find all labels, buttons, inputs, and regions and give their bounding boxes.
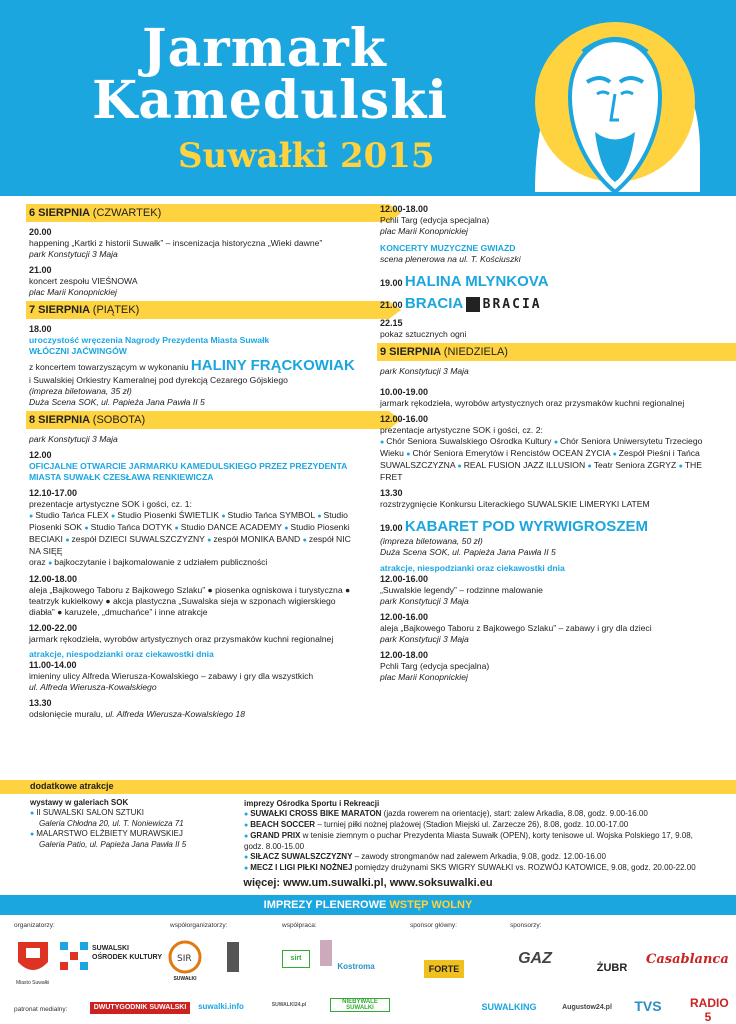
event-time: 10.00-19.00: [380, 387, 429, 397]
list-tail: oraz ● bajkoczytanie i bajkomalowanie z udziałem publiczności: [29, 557, 359, 569]
sok-logo-icon: [60, 942, 88, 970]
media-logo: NIEBYWALE SUWALKI: [330, 998, 390, 1012]
osir-item: ● SUWAŁKI CROSS BIKE MARATON (jazda rowerem na orientację), start: zalew Arkadia, 8.08, godz. 9.00-16.00: [244, 809, 714, 820]
media-logo: SUWALKING: [481, 1002, 537, 1012]
event-time: 11.00-14.00: [29, 660, 77, 670]
event-text: rozstrzygnięcie Konkursu Literackiego SUWALSKIE LIMERYKI LATEM: [380, 499, 650, 509]
event-location: plac Marii Konopnickiej: [380, 226, 468, 236]
gal-head: wystawy w galeriach SOK: [30, 798, 129, 807]
star-name: BRACIA: [404, 295, 464, 312]
monk-emblem-icon: [515, 22, 715, 192]
event-text: prezentacje artystyczne SOK i gości, cz. 1:: [29, 499, 192, 509]
list-item: ● zespół MONIKA BAND: [207, 534, 300, 544]
section-head: KONCERTY MUZYCZNE GWIAZD: [380, 243, 516, 253]
event-time: 18.00: [29, 324, 52, 334]
title-line1: Jarmark: [142, 18, 387, 79]
event-time: 22.15: [380, 318, 403, 328]
event-text: Pchli Targ (edycja specjalna): [380, 661, 490, 671]
media-logo: RADIO 5: [690, 996, 729, 1024]
gal-loc: Galeria Patio, ul. Papieża Jana Pawła II 5: [39, 840, 187, 849]
ticket-info: (impreza biletowana, 35 zł): [29, 386, 132, 396]
media-logo: suwalki.info: [198, 1002, 244, 1011]
free-entry-band: IMPREZY PLENEROWE WSTĘP WOLNY: [0, 895, 736, 915]
zubr-logo: ŻUBR: [596, 962, 628, 974]
partner-logo-icon: [318, 938, 334, 968]
kostroma-logo: Kostroma: [337, 962, 375, 971]
event-time: 12.00-16.00: [380, 574, 429, 584]
event-time: 12.00-18.00: [380, 204, 429, 214]
galleries: [30, 798, 230, 850]
day-header: 9 SIERPNIA (NIEDZIELA): [377, 343, 736, 361]
event-time: 12.00: [29, 450, 52, 460]
list-item: ● Studio Piosenki BECIAKI: [29, 522, 350, 544]
event-time: 12.00-16.00: [380, 612, 429, 622]
event-location: scena plenerowa na ul. T. Kościuszki: [380, 254, 521, 264]
list-item: ● THE FRET: [380, 460, 702, 482]
city-label: Miasto Suwałki: [16, 980, 50, 986]
event-time: 12.10-17.00: [29, 488, 78, 498]
sok-logo-text: SUWALSKI OŚRODEK KULTURY: [92, 945, 162, 961]
main-sponsor-label: sponsor główny:: [410, 922, 457, 929]
museum-logo-icon: [224, 940, 242, 980]
event-location: park Konstytucji 3 Maja: [380, 366, 469, 376]
list-item: ● Studio Piosenki ŚWIETLIK: [111, 510, 219, 520]
mural-line: odsłonięcie muralu, ul. Alfreda Wierusza-Kowalskiego 18: [29, 709, 245, 719]
event-location: park Konstytucji 3 Maja: [380, 634, 469, 644]
title-line2: Kamedulski: [92, 70, 448, 131]
performer-list: [380, 436, 710, 483]
day-header: 8 SIERPNIA (SOBOTA): [26, 411, 389, 429]
list-item: ● Studio Tańca FLEX: [29, 510, 109, 520]
list-item: ● Chór Seniora Suwalskiego Ośrodka Kultury: [380, 436, 551, 446]
star-name: HALINY FRĄCKOWIAK: [190, 357, 355, 374]
event-text: koncert zespołu VIEŚNOWA: [29, 276, 138, 286]
event-text: aleja „Bajkowego Taboru z Bajkowego Szlaku” – zabawy i gry dla dzieci: [380, 623, 652, 633]
left-column: [29, 204, 359, 720]
extra-title: dodatkowe atrakcje: [30, 781, 114, 791]
event-location: plac Marii Konopnickiej: [29, 287, 117, 297]
sirt-logo: sirt: [282, 950, 310, 968]
event-text: Pchli Targ (edycja specjalna): [380, 215, 490, 225]
event-text: aleja „Bajkowego Taboru z Bajkowego Szlaku” ● piosenka ogniskowa i turystyczna ● teatrzyk kukiełkowy ● akcja plastyczna „Suwalska sieja w szponach wigierskiego diabła” ● karuzele, „dmuchańce” i inne atrakcje: [29, 585, 351, 617]
gal-item: ● II SUWALSKI SALON SZTUKI: [30, 808, 230, 819]
list-item: ● Zespół Pieśni i Tańca SUWALSZCZYZNA: [380, 448, 700, 470]
media-logo: Augustow24.pl: [562, 1004, 612, 1011]
event-text: happening „Kartki z historii Suwałk” – inscenizacja historyczna „Wieki dawne”: [29, 238, 323, 248]
contact-links[interactable]: więcej: www.um.suwalki.pl, www.soksuwalki.eu: [243, 877, 493, 889]
award-text: uroczystość wręczenia Nagrody Prezydenta Miasta Suwałk: [29, 335, 270, 345]
list-item: ● Studio Tańca DOTYK: [84, 522, 172, 532]
event-time: 21.00: [29, 265, 52, 275]
right-column: [380, 204, 710, 683]
event-text: jarmark rękodzieła, wyrobów artystycznych oraz przysmaków kuchni regionalnej: [380, 398, 685, 408]
bracia-logo: BRACIA: [466, 297, 542, 312]
event-location: plac Marii Konopnickiej: [380, 672, 468, 682]
event-text: „Suwalskie legendy” – rodzinne malowanie: [380, 585, 543, 595]
casablanca-logo: Casablanca: [646, 952, 729, 967]
event-time: 20.00: [29, 227, 52, 237]
osir-head: imprezy Ośrodka Sportu i Rekreacji: [244, 799, 380, 808]
concert-row: 19.00 HALINA MLYNKOVA: [380, 273, 549, 290]
section-head: atrakcje, niespodzianki oraz ciekawostki dnia: [380, 563, 565, 573]
event-time: 12.00-18.00: [29, 574, 78, 584]
event-location: ul. Alfreda Wierusza-Kowalskiego: [29, 682, 157, 692]
award-name: WŁÓCZNI JAĆWINGÓW: [29, 346, 127, 356]
osir-item: ● MECZ I LIGI PIŁKI NOŻNEJ pomiędzy drużynami SKS WIGRY SUWAŁKI vs. ROZWÓJ KATOWICE, 9.08, godz. 20.00-22.00: [244, 863, 714, 874]
event-time: 12.00-18.00: [380, 650, 429, 660]
event-location: park Konstytucji 3 Maja: [29, 434, 118, 444]
event-time: 13.30: [29, 698, 52, 708]
performer-list: [29, 510, 359, 557]
event-location: park Konstytucji 3 Maja: [29, 249, 118, 259]
list-item: ● zespół NIC NA SIĘĘ: [29, 534, 351, 556]
event-time: 12.00-16.00: [380, 414, 429, 424]
opening-text: OFICJALNE OTWARCIE JARMARKU KAMEDULSKIEGO PRZEZ PREZYDENTA MIASTA SUWAŁK CZESŁAWA RENKIEWICZA: [29, 461, 347, 482]
osir-item: ● BEACH SOCCER – turniej piłki nożnej plażowej (Stadion Miejski ul. Zarzecze 26), 8.08, godz. 10.00-17.00: [244, 820, 714, 831]
event-text: prezentacje artystyczne SOK i gości, cz. 2:: [380, 425, 543, 435]
list-item: ● Chór Seniora Emerytów i Rencistów OCEAN ŻYCIA: [406, 448, 610, 458]
event-text: imieniny ulicy Alfreda Wierusza-Kowalskiego – zabawy i gry dla wszystkich: [29, 671, 314, 681]
event-time: 13.30: [380, 488, 403, 498]
logos-area: [0, 916, 736, 1024]
media-label: patronat medialny:: [14, 1006, 68, 1013]
event-location: Duża Scena SOK, ul. Papieża Jana Pawła II 5: [380, 547, 556, 557]
media-logo: DWUTYGODNIK SUWALSKI: [90, 1002, 190, 1014]
osir-events: [244, 799, 714, 874]
media-logo: SUWALKI24.pl: [271, 1002, 307, 1008]
event-text: i Suwalskiej Orkiestry Kameralnej pod dyrekcją Cezarego Gójskiego: [29, 375, 288, 385]
subtitle: Suwałki 2015: [178, 136, 435, 176]
star-name: KABARET POD WYRWIGROSZEM: [404, 518, 648, 535]
list-item: ● Studio Piosenki SOK: [29, 510, 348, 532]
ticket-info: (impreza biletowana, 50 zł): [380, 536, 483, 546]
osir-item: ● GRAND PRIX w tenisie ziemnym o puchar Prezydenta Miasta Suwałk (OPEN), korty tenisowe ul. Wojska Polskiego 17, 9.08, godz. 8.00-15.00: [244, 831, 714, 852]
osir-label: SUWAŁKI: [173, 976, 197, 982]
section-head: atrakcje, niespodzianki oraz ciekawostki dnia: [29, 649, 214, 659]
day-header: 6 SIERPNIA (CZWARTEK): [26, 204, 389, 222]
list-item: ● Teatr Seniora ZGRYZ: [588, 460, 677, 470]
event-text: pokaz sztucznych ogni: [380, 329, 467, 339]
svg-text:SIR: SIR: [177, 954, 192, 964]
gaz-logo: GAZ: [518, 950, 552, 967]
event-location: park Konstytucji 3 Maja: [380, 596, 469, 606]
organizers-label: organizatorzy:: [14, 922, 55, 929]
osir-logo-icon: [168, 940, 202, 974]
osir-item: ● SIŁACZ SUWALSZCZYZNY – zawody strongmanów nad zalewem Arkadia, 9.08, godz. 12.00-16.00: [244, 852, 714, 863]
media-logo: TVS: [634, 998, 662, 1014]
concert-line: z koncertem towarzyszącym w wykonaniu HALINY FRĄCKOWIAK: [29, 357, 355, 374]
gal-loc: Galeria Chłodna 20, ul. T. Noniewicza 71: [39, 819, 184, 828]
concert-row: 19.00 KABARET POD WYRWIGROSZEM: [380, 518, 648, 535]
event-location: Duża Scena SOK, ul. Papieża Jana Pawła II 5: [29, 397, 205, 407]
event-text: jarmark rękodzieła, wyrobów artystycznych oraz przysmaków kuchni regionalnej: [29, 634, 334, 644]
coop-label: współpraca:: [282, 922, 317, 929]
list-item: ● REAL FUSION JAZZ ILLUSION: [458, 460, 586, 470]
list-item: ● zespół DZIECI SUWALSZCZYZNY: [65, 534, 204, 544]
list-item: ● Chór Seniora Uniwersytetu Trzeciego Wieku: [380, 436, 702, 458]
list-item: ● Studio DANCE ACADEMY: [175, 522, 282, 532]
forte-logo: FORTE: [424, 960, 464, 978]
event-time: 12.00-22.00: [29, 623, 78, 633]
star-name: HALINA MLYNKOVA: [404, 273, 549, 290]
sponsors-label: sponsorzy:: [510, 922, 542, 929]
concert-row: 21.00 BRACIA BRACIA: [380, 295, 542, 312]
list-item: ● Studio Tańca SYMBOL: [221, 510, 315, 520]
coorg-label: współorganizatorzy:: [170, 922, 228, 929]
gal-item: ● MALARSTWO ELŻBIETY MURAWSKIEJ: [30, 829, 230, 840]
city-crest-icon: [16, 940, 50, 978]
day-header: 7 SIERPNIA (PIĄTEK): [26, 301, 389, 319]
